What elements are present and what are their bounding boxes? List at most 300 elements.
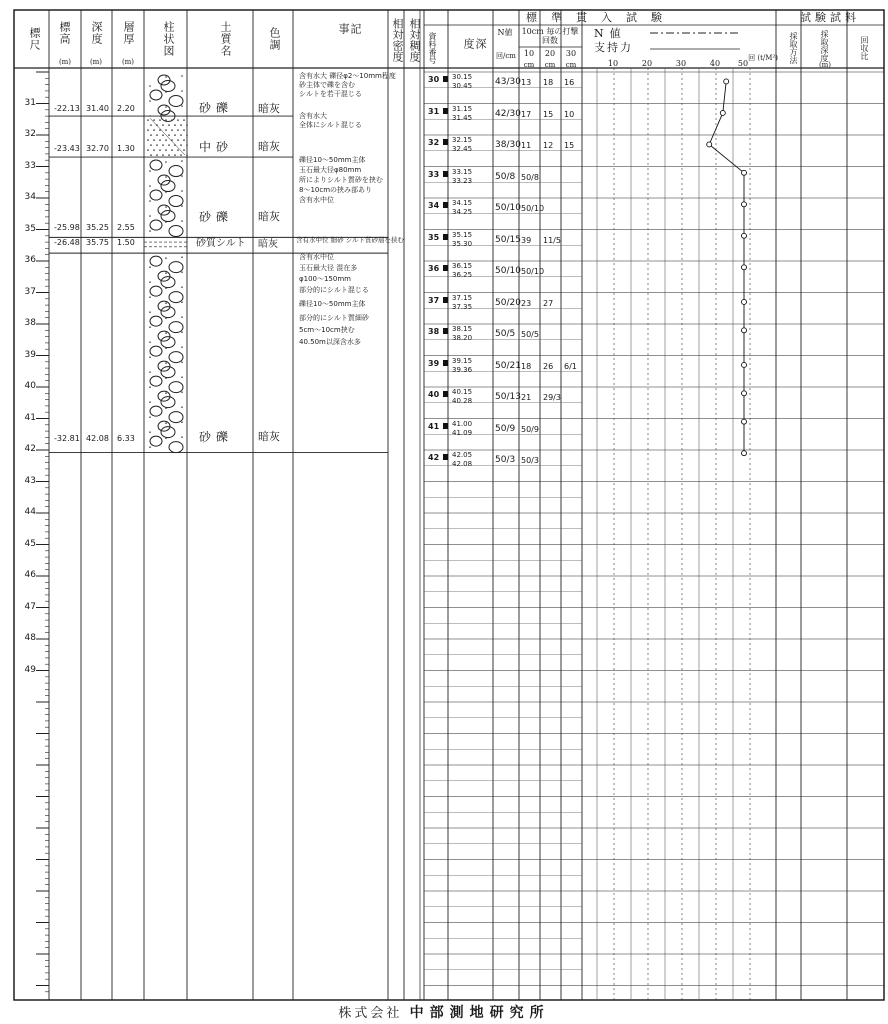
layer-2-thickness: 1.30: [117, 144, 135, 153]
spt-depth-to: 37.35: [452, 302, 473, 311]
layer-4-color: 暗灰: [258, 239, 278, 250]
sand-symbol: [156, 154, 158, 156]
n-value-point: [742, 391, 747, 396]
spt-row-number: 38: [428, 327, 440, 336]
layer-3-elevation: -25.98: [54, 223, 80, 232]
sand-symbol: [162, 134, 164, 136]
gravel-symbol: [169, 442, 183, 453]
sand-symbol: [183, 129, 185, 131]
sand-symbol: [181, 175, 183, 177]
spt-depth-from: 37.15: [452, 293, 473, 302]
spt-blows-10cm: 39: [521, 235, 532, 245]
sand-symbol: [149, 215, 151, 217]
sheet-border: [14, 10, 884, 1000]
spt-n-value-header: N値: [497, 28, 513, 37]
gravel-symbol: [169, 96, 183, 107]
description-2-line-2: 全体にシルト混じる: [299, 121, 362, 129]
spt-depth-from: 32.15: [452, 136, 473, 144]
sand-symbol: [165, 317, 167, 319]
header-column-diagram: 柱状図: [162, 21, 175, 57]
header-description: 記事: [337, 22, 362, 56]
spt-n-value: 50/10: [495, 266, 521, 276]
gravel-symbol: [150, 90, 162, 100]
spt-cm-20: cm: [544, 61, 556, 69]
sand-symbol: [181, 301, 183, 303]
spt-row-marker: [443, 108, 448, 114]
sand-symbol: [181, 421, 183, 423]
sand-symbol: [149, 230, 151, 232]
scale-label-42: 42: [24, 444, 36, 454]
spt-row-marker: [443, 360, 448, 366]
graph-tick-50: 50: [737, 59, 749, 68]
sand-symbol: [168, 144, 170, 146]
description-5-line-7: 5cm〜10cm挟む: [299, 326, 355, 334]
description-1-line-1: 含有水大 礫径φ2〜10mm程度: [299, 72, 396, 80]
spt-blows-30cm: 6/1: [564, 361, 577, 371]
sand-symbol: [181, 205, 183, 207]
gravel-symbol: [161, 277, 175, 288]
sand-symbol: [181, 190, 183, 192]
sand-symbol: [162, 124, 164, 126]
sand-symbol: [168, 124, 170, 126]
sand-symbol: [149, 446, 151, 448]
layer-2-color: 暗灰: [258, 140, 280, 153]
header-elevation: 標高: [58, 21, 71, 45]
layer-3-depth: 35.25: [86, 223, 109, 232]
layer-5-soil: 砂礫: [199, 430, 234, 444]
header-scale: 標尺: [28, 27, 41, 51]
gravel-symbol: [150, 160, 162, 170]
header-soil-name: 土質名: [219, 21, 232, 57]
description-5-line-3: φ100〜150mm: [299, 275, 351, 283]
spt-row-marker: [443, 76, 448, 82]
spt-row-marker: [443, 297, 448, 303]
sand-symbol: [149, 386, 151, 388]
sand-symbol: [165, 206, 167, 208]
gravel-symbol: [169, 322, 183, 333]
scale-label-43: 43: [24, 475, 36, 486]
header-color-tone: 色調: [268, 27, 281, 51]
sand-symbol: [168, 134, 170, 136]
sand-symbol: [165, 221, 167, 223]
spt-depth-to: 35.30: [452, 239, 473, 248]
spt-blows-10cm: 50/10: [521, 204, 545, 213]
description-5-line-1: 含有水中位: [299, 253, 334, 261]
spt-depth-to: 34.25: [452, 208, 473, 216]
gravel-symbol: [161, 337, 175, 348]
spt-blows-20cm: 29/3: [543, 393, 561, 402]
sand-symbol: [186, 134, 188, 136]
header-depth: 深度: [90, 21, 103, 45]
sand-symbol: [149, 200, 151, 202]
description-3-line-1: 礫径10〜50mm主体: [299, 156, 366, 164]
layer-3-thickness: 2.55: [117, 223, 135, 232]
spt-depth-from: 34.15: [452, 199, 473, 207]
spt-n-value: 50/20: [495, 297, 521, 308]
spt-row-marker: [443, 171, 448, 177]
sand-symbol: [165, 377, 167, 379]
scale-label-45: 45: [24, 538, 36, 549]
layer-4-soil: 砂質シルト: [196, 238, 246, 249]
graph-tick-10: 10: [607, 59, 619, 68]
scale-label-36: 36: [24, 255, 36, 265]
scale-label-40: 40: [24, 381, 36, 391]
sand-symbol: [165, 362, 167, 364]
spt-depth-to: 40.28: [452, 397, 473, 405]
spt-blows-30cm: 10: [564, 109, 575, 119]
spt-sample-number: 資料番号: [428, 32, 437, 64]
spt-row-marker: [443, 265, 448, 271]
sand-symbol: [153, 129, 155, 131]
spt-row-marker: [443, 454, 448, 460]
spt-depth-to: 41.09: [452, 428, 473, 437]
description-3-line-4: 8〜10cmの挟み部あり: [299, 186, 373, 194]
sand-symbol: [181, 105, 183, 107]
layer-4-elevation: -26.48: [54, 238, 80, 247]
spt-blows-10: 10: [523, 49, 535, 58]
gravel-symbol: [150, 190, 162, 200]
scale-label-44: 44: [24, 507, 36, 517]
sample-depth-header: 採取深度: [820, 30, 829, 62]
sand-symbol: [181, 361, 183, 363]
gravel-symbol: [150, 406, 162, 416]
gravel-symbol: [161, 81, 175, 92]
sand-symbol: [177, 149, 179, 151]
spt-row-number: 32: [428, 138, 440, 147]
company-footer: [0, 1002, 888, 1022]
sample-title: 試験試料: [800, 11, 860, 24]
sand-symbol: [165, 287, 167, 289]
layer-1-color: 暗灰: [258, 102, 280, 115]
scale-label-47: 47: [24, 601, 36, 612]
sand-symbol: [174, 124, 176, 126]
sand-symbol: [171, 119, 173, 121]
sample-depth-unit: (m): [818, 61, 832, 69]
layer-5-depth: 42.08: [86, 434, 109, 443]
gravel-symbol: [169, 412, 183, 423]
sand-symbol: [171, 129, 173, 131]
n-value-point: [742, 202, 747, 207]
sand-symbol: [177, 129, 179, 131]
gravel-symbol: [169, 352, 183, 363]
sand-symbol: [149, 281, 151, 283]
layer-1-soil: 砂礫: [199, 101, 234, 115]
spt-depth-to: 36.25: [452, 271, 473, 279]
sand-symbol: [165, 392, 167, 394]
header-depth-unit: (m): [89, 58, 103, 66]
spt-n-value: 50/10: [495, 203, 521, 213]
layer-2-soil: 中砂: [199, 140, 234, 154]
gravel-symbol: [169, 292, 183, 303]
gravel-symbol: [150, 220, 162, 230]
n-value-point: [707, 142, 712, 147]
sand-symbol: [180, 144, 182, 146]
sand-symbol: [156, 134, 158, 136]
spt-blows-20cm: 12: [543, 141, 554, 150]
gravel-symbol: [158, 205, 170, 215]
spt-row-number: 39: [428, 358, 440, 368]
gravel-symbol: [158, 271, 170, 281]
spt-row-marker: [443, 139, 448, 145]
sand-symbol: [150, 134, 152, 136]
gravel-symbol: [161, 367, 175, 378]
sand-hatch: [150, 118, 185, 155]
spt-n-value: 38/30: [495, 140, 521, 150]
sand-symbol: [181, 346, 183, 348]
sand-symbol: [165, 161, 167, 163]
sand-symbol: [149, 296, 151, 298]
spt-blows-10cm: 50/5: [521, 330, 539, 339]
sand-symbol: [159, 149, 161, 151]
layer-5-elevation: -32.81: [54, 434, 80, 443]
spt-cm-30: cm: [565, 61, 577, 69]
spt-blows-10cm: 50/3: [521, 456, 539, 465]
sand-symbol: [150, 124, 152, 126]
spt-blows-20: 20: [544, 49, 556, 58]
graph-bearing-legend: 支持力: [594, 41, 633, 54]
sand-symbol: [159, 139, 161, 141]
sand-symbol: [181, 286, 183, 288]
description-5-line-8: 40.50m以深含水多: [299, 338, 361, 346]
sand-symbol: [165, 422, 167, 424]
header-elevation-unit: (m): [58, 58, 72, 66]
spt-blows-20cm: 15: [543, 109, 554, 119]
gravel-symbol: [150, 256, 162, 266]
sand-symbol: [183, 139, 185, 141]
sand-symbol: [162, 154, 164, 156]
sand-symbol: [183, 119, 185, 121]
sand-symbol: [149, 416, 151, 418]
sand-symbol: [186, 144, 188, 146]
description-5-line-4: 部分的にシルト混じる: [299, 286, 369, 294]
gravel-symbol: [158, 361, 170, 371]
gravel-symbol: [158, 391, 170, 401]
sand-symbol: [147, 129, 149, 131]
spt-n-unit: 回/cm: [496, 52, 516, 60]
n-value-point: [742, 299, 747, 304]
description-3-line-3: 所によりシルト質砂を挟む: [299, 176, 383, 184]
spt-depth-from: 39.15: [452, 356, 473, 365]
sand-symbol: [147, 139, 149, 141]
spt-blows-20cm: 27: [543, 298, 554, 308]
header-relative-consistency: 相対稠度: [408, 18, 421, 62]
spt-blows-10cm: 11: [521, 141, 532, 150]
description-5-line-5: 礫径10〜50mm主体: [299, 300, 366, 308]
sand-symbol: [181, 331, 183, 333]
spt-blows-10cm: 18: [521, 361, 532, 371]
sand-symbol: [149, 311, 151, 313]
company-prefix: 株式会社: [338, 1006, 403, 1021]
layer-1-thickness: 2.20: [117, 104, 135, 113]
spt-row-number: 30: [428, 75, 440, 84]
sand-symbol: [165, 176, 167, 178]
spt-depth-header: 深度: [462, 37, 487, 59]
spt-n-value: 50/8: [495, 171, 516, 182]
gravel-symbol: [158, 301, 170, 311]
spt-blows-20cm: 11/5: [543, 235, 561, 245]
sand-symbol: [149, 85, 151, 87]
sand-symbol: [165, 257, 167, 259]
sand-symbol: [165, 91, 167, 93]
sand-symbol: [149, 371, 151, 373]
spt-row-marker: [443, 328, 448, 334]
spt-n-value: 50/13: [495, 392, 521, 402]
description-5-line-2: 玉石最大径 混在多: [299, 264, 358, 272]
gravel-symbol: [169, 262, 183, 273]
gravel-symbol: [161, 181, 175, 192]
sample-method-header: 採取方法: [789, 32, 798, 64]
spt-n-value: 50/5: [495, 329, 516, 339]
sand-symbol: [165, 149, 167, 151]
gravel-symbol: [161, 211, 175, 222]
spt-row-number: 36: [428, 264, 440, 273]
layer-3-soil: 砂礫: [199, 210, 234, 224]
gravel-symbol: [158, 331, 170, 341]
sand-symbol: [153, 119, 155, 121]
sand-symbol: [171, 149, 173, 151]
spt-row-number: 34: [428, 201, 440, 210]
n-value-line: [709, 81, 744, 453]
sand-symbol: [165, 139, 167, 141]
description-1-line-2: 砂主体で礫を含む: [299, 81, 355, 89]
sand-symbol: [181, 75, 183, 77]
sand-symbol: [165, 191, 167, 193]
gravel-symbol: [169, 196, 183, 207]
gravel-symbol: [169, 382, 183, 393]
spt-depth-from: 38.15: [452, 325, 473, 333]
gravel-symbol: [158, 175, 170, 185]
sand-symbol: [181, 160, 183, 162]
gravel-symbol: [150, 436, 162, 446]
sand-symbol: [153, 149, 155, 151]
spt-cm-10: cm: [523, 61, 535, 69]
sand-symbol: [147, 119, 149, 121]
n-value-point: [742, 451, 747, 456]
sand-symbol: [180, 134, 182, 136]
scale-label-38: 38: [24, 318, 36, 328]
spt-row-number: 42: [428, 453, 440, 462]
spt-n-value: 50/9: [495, 423, 516, 434]
spt-row-number: 37: [428, 295, 440, 305]
spt-row-marker: [443, 234, 448, 240]
layer-2-elevation: -23.43: [54, 144, 80, 153]
gravel-symbol: [158, 75, 170, 85]
sand-symbol: [183, 149, 185, 151]
spt-depth-from: 42.05: [452, 451, 473, 459]
sand-symbol: [149, 266, 151, 268]
gravel-symbol: [161, 307, 175, 318]
scale-label-46: 46: [24, 570, 36, 580]
sand-symbol: [181, 406, 183, 408]
graph-tick-20: 20: [641, 59, 653, 68]
header-relative-density: 相対密度: [391, 18, 404, 62]
scale-label-33: 33: [24, 160, 36, 171]
layer-5-thickness: 6.33: [117, 434, 135, 443]
spt-n-value: 50/15: [495, 234, 521, 245]
spt-row-number: 33: [428, 169, 440, 179]
spt-n-value: 43/30: [495, 77, 521, 87]
n-value-point: [742, 362, 747, 367]
sand-symbol: [165, 272, 167, 274]
spt-blows-10cm: 13: [521, 78, 532, 87]
layer-4-thickness: 1.50: [117, 238, 135, 247]
sand-symbol: [153, 139, 155, 141]
spt-row-number: 40: [428, 390, 440, 399]
sand-symbol: [147, 149, 149, 151]
sand-symbol: [186, 154, 188, 156]
spt-depth-from: 31.15: [452, 104, 473, 113]
gravel-symbol: [158, 421, 170, 431]
scale-label-41: 41: [24, 412, 36, 423]
gravel-symbol: [150, 316, 162, 326]
spt-depth-from: 35.15: [452, 230, 473, 239]
n-value-point: [720, 110, 725, 115]
header-thickness: 層厚: [122, 21, 135, 45]
sand-symbol: [165, 76, 167, 78]
spt-depth-from: 30.15: [452, 73, 473, 81]
gravel-symbol: [150, 286, 162, 296]
sand-symbol: [149, 170, 151, 172]
spt-n-value: 50/21: [495, 360, 521, 371]
spt-blows-header: 10cm 毎の打撃回数: [521, 27, 579, 45]
layer-4-depth: 35.75: [86, 238, 109, 247]
spt-blows-30: 30: [565, 49, 577, 58]
sand-symbol: [149, 356, 151, 358]
gravel-symbol: [169, 166, 183, 177]
sand-symbol: [181, 90, 183, 92]
spt-row-number: 41: [428, 421, 440, 431]
description-2-line-1: 含有水大: [299, 112, 327, 120]
description-5-line-6: 部分的にシルト質細砂: [299, 314, 369, 322]
sand-symbol: [181, 220, 183, 222]
spt-title: 標準貫入試験: [526, 11, 676, 24]
spt-row-marker: [443, 423, 448, 429]
n-value-point: [742, 170, 747, 175]
spt-blows-10cm: 21: [521, 393, 532, 402]
sand-symbol: [165, 347, 167, 349]
spt-blows-20cm: 18: [543, 78, 554, 87]
spt-blows-10cm: 50/10: [521, 267, 545, 276]
spt-depth-to: 30.45: [452, 82, 473, 90]
sand-symbol: [156, 144, 158, 146]
gravel-symbol: [169, 226, 183, 237]
sand-symbol: [149, 326, 151, 328]
scale-label-48: 48: [24, 633, 36, 643]
spt-depth-from: 40.15: [452, 388, 473, 396]
sample-recovery-header: 回収比: [860, 36, 869, 60]
graph-unit: 回 (t/M²): [748, 54, 778, 62]
spt-blows-10cm: 50/9: [521, 424, 539, 434]
graph-n-value-legend: N値: [594, 27, 627, 40]
sand-symbol: [162, 144, 164, 146]
description-1-line-3: シルトを若干混じる: [299, 90, 362, 98]
spt-depth-to: 42.08: [452, 460, 473, 468]
sand-symbol: [174, 154, 176, 156]
n-value-point: [742, 328, 747, 333]
scale-label-34: 34: [24, 192, 36, 202]
sand-symbol: [181, 271, 183, 273]
sand-symbol: [149, 431, 151, 433]
sand-symbol: [149, 341, 151, 343]
graph-tick-40: 40: [709, 59, 721, 68]
sand-symbol: [174, 134, 176, 136]
sand-symbol: [165, 129, 167, 131]
n-value-point: [742, 265, 747, 270]
graph-tick-30: 30: [675, 59, 687, 68]
spt-row-number: 35: [428, 232, 440, 242]
gravel-symbol: [161, 397, 175, 408]
description-3-line-5: 含有水中位: [299, 196, 334, 204]
